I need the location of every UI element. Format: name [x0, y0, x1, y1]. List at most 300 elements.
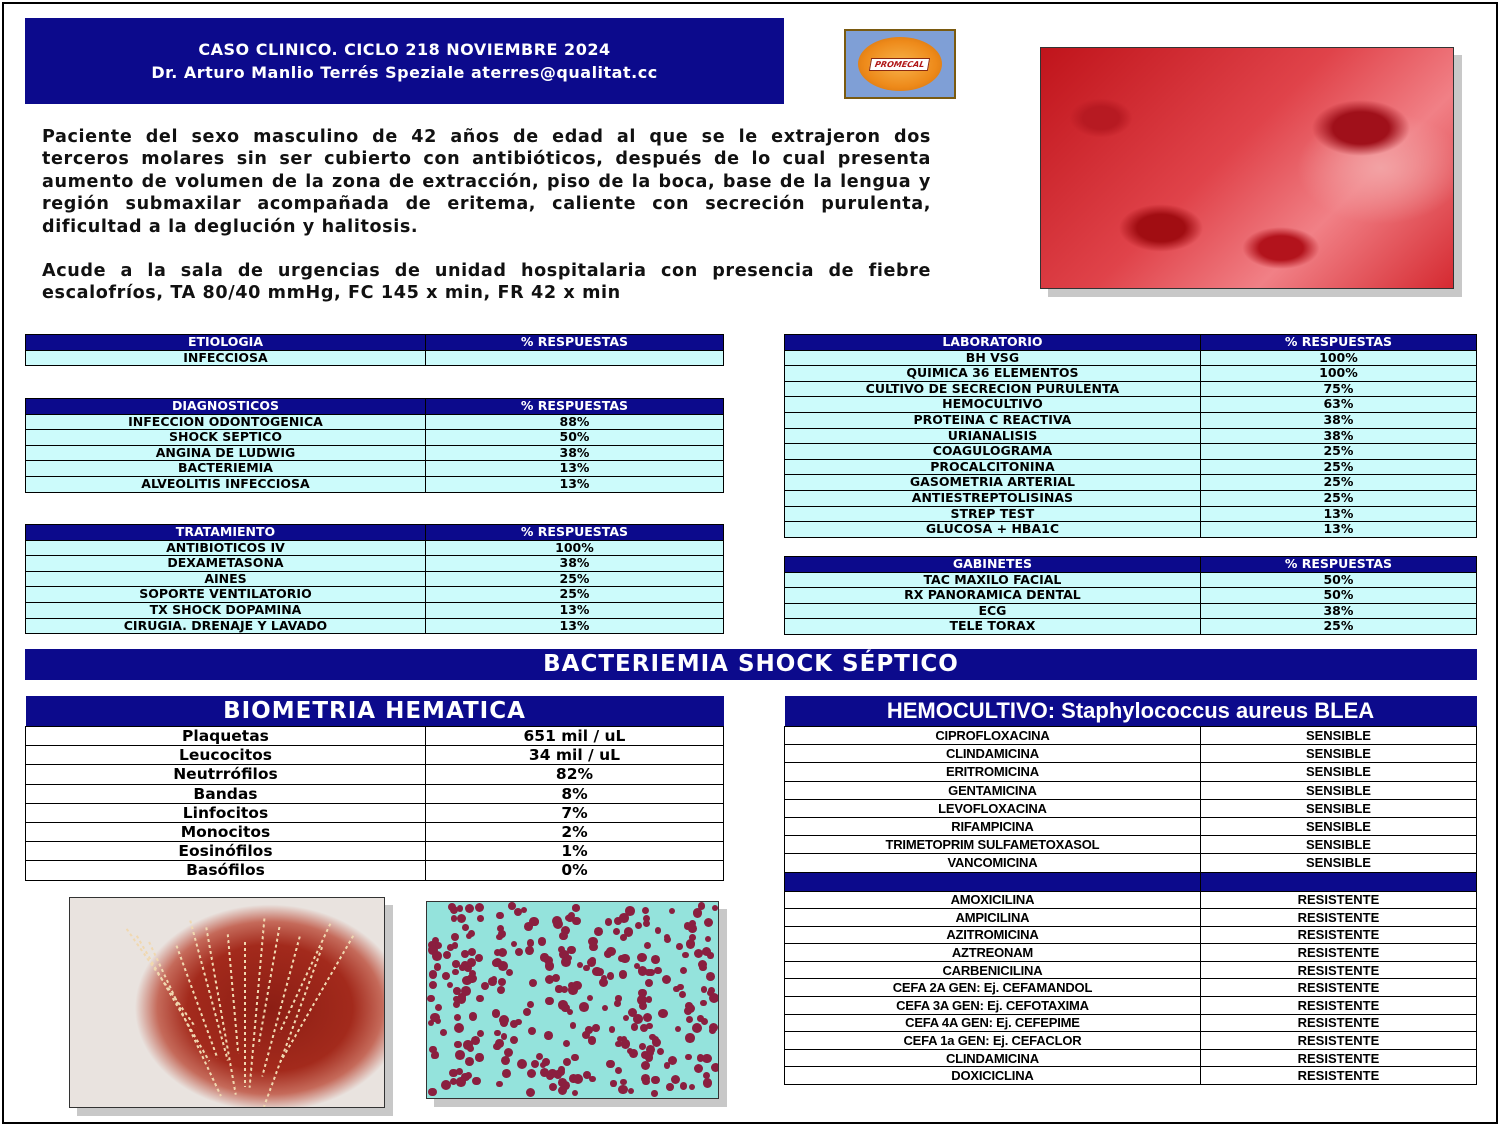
coccus-cell: [527, 1001, 534, 1008]
susceptibility-result: RESISTENTE: [1200, 909, 1476, 927]
antibiotic-name: CEFA 1a GEN: Ej. CEFACLOR: [785, 1032, 1201, 1050]
gabinetes-item: RX PANORAMICA DENTAL: [785, 588, 1201, 604]
gabinetes-percent: 50%: [1200, 588, 1476, 604]
coccus-cell: [527, 939, 534, 946]
coccus-cell: [442, 972, 450, 980]
coccus-cell: [544, 1031, 553, 1040]
coccus-cell: [613, 928, 620, 935]
diagnosis-banner: BACTERIEMIA SHOCK SÉPTICO: [25, 649, 1477, 680]
coccus-cell: [435, 942, 442, 949]
laboratorio-header: LABORATORIO: [785, 335, 1201, 351]
coccus-cell: [664, 936, 671, 943]
etiologia-table: [25, 334, 724, 366]
coccus-cell: [680, 1082, 688, 1090]
diagnosticos-item: SHOCK SEPTICO: [26, 430, 426, 446]
coccus-cell: [563, 1058, 571, 1066]
susceptibility-result: SENSIBLE: [1200, 799, 1476, 817]
antibiogram-row: [785, 781, 1477, 799]
coccus-cell: [572, 1090, 578, 1096]
antibiogram-row: [785, 961, 1477, 979]
biometria-value: 1%: [425, 842, 723, 861]
diagnosticos-item: BACTERIEMIA: [26, 461, 426, 477]
coccus-cell: [475, 954, 483, 962]
coccus-cell: [669, 908, 675, 914]
tratamiento-percent: 25%: [425, 571, 723, 587]
coccus-cell: [477, 915, 484, 922]
antibiogram-row: [785, 891, 1477, 909]
etiologia-header: % RESPUESTAS: [425, 335, 723, 351]
coccus-cell: [657, 1048, 664, 1055]
coccus-cell: [529, 979, 538, 988]
diagnosticos-row: [26, 414, 724, 430]
coccus-cell: [700, 1000, 706, 1006]
coccus-cell: [498, 961, 508, 971]
antibiotic-name: CIPROFLOXACINA: [785, 727, 1201, 745]
coccus-cell: [510, 1020, 518, 1028]
susceptibility-result: RESISTENTE: [1200, 891, 1476, 909]
coccus-cell: [619, 970, 628, 979]
hemocultivo-title: HEMOCULTIVO: Staphylococcus aureus BLEA: [785, 696, 1477, 727]
colony-streak: [249, 918, 266, 1088]
laboratorio-row: [785, 412, 1477, 428]
susceptibility-result: SENSIBLE: [1200, 763, 1476, 781]
coccus-cell: [540, 953, 548, 961]
coccus-cell: [709, 1027, 716, 1034]
coccus-cell: [502, 1069, 511, 1078]
biometria-value: 8%: [425, 784, 723, 803]
antibiotic-name: CEFA 2A GEN: Ej. CEFAMANDOL: [785, 979, 1201, 997]
laboratorio-item: QUIMICA 36 ELEMENTOS: [785, 366, 1201, 382]
coccus-cell: [538, 937, 547, 946]
gabinetes-percent: 25%: [1200, 619, 1476, 635]
coccus-cell: [510, 1036, 518, 1044]
susceptibility-result: SENSIBLE: [1200, 836, 1476, 854]
promecal-logo: [844, 29, 956, 99]
coccus-cell: [618, 1085, 627, 1094]
coccus-cell: [570, 1022, 577, 1029]
antibiogram-row: [785, 926, 1477, 944]
coccus-cell: [680, 967, 687, 974]
coccus-cell: [583, 1071, 591, 1079]
biometria-parameter: Neutrrófilos: [26, 765, 426, 784]
coccus-cell: [677, 984, 683, 990]
coccus-cell: [615, 1067, 622, 1074]
coccus-cell: [685, 1033, 694, 1042]
coccus-cell: [637, 953, 647, 963]
coccus-cell: [686, 1004, 695, 1013]
coccus-cell: [497, 986, 505, 994]
biometria-row: [26, 861, 724, 880]
coccus-cell: [610, 1080, 616, 1086]
coccus-cell: [558, 1078, 567, 1087]
antibiogram-row: [785, 1032, 1477, 1050]
laboratorio-percent: 25%: [1200, 459, 1476, 475]
diagnosticos-percent: 13%: [425, 476, 723, 492]
coccus-cell: [643, 920, 650, 927]
coccus-cell: [429, 981, 437, 989]
etiologia-item: INFECCIOSA: [26, 350, 426, 366]
tratamiento-header: % RESPUESTAS: [425, 525, 723, 541]
antibiotic-name: RIFAMPICINA: [785, 817, 1201, 835]
coccus-cell: [679, 991, 686, 998]
tratamiento-item: TX SHOCK DOPAMINA: [26, 602, 426, 618]
coccus-cell: [625, 906, 635, 916]
laboratorio-percent: 75%: [1200, 381, 1476, 397]
coccus-cell: [668, 1056, 677, 1065]
coccus-cell: [624, 927, 633, 936]
antibiogram-separator: [785, 872, 1477, 891]
coccus-cell: [494, 1030, 501, 1037]
tratamiento-row: [26, 587, 724, 603]
biometria-row: [26, 727, 724, 746]
laboratorio-item: GASOMETRIA ARTERIAL: [785, 475, 1201, 491]
tratamiento-row: [26, 556, 724, 572]
coccus-cell: [645, 969, 652, 976]
laboratorio-percent: 13%: [1200, 506, 1476, 522]
laboratorio-row: [785, 490, 1477, 506]
coccus-cell: [704, 918, 713, 927]
coccus-cell: [531, 1060, 539, 1068]
case-description: Paciente del sexo masculino de 42 años de edad al que se le extrajeron dos terceros molares sin ser cubierto con antibióticos, después de lo cual presenta aumento de volumen de la zona de extracción, piso de la boca, base de la lengua y región submaxilar acompañada de eritema, caliente con secreción purulenta, dificultad a la deglución y halitosis.: [42, 127, 931, 237]
tratamiento-row: [26, 540, 724, 556]
laboratorio-row: [785, 350, 1477, 366]
tratamiento-item: CIRUGIA. DRENAJE Y LAVADO: [26, 618, 426, 634]
coccus-cell: [592, 1024, 600, 1032]
coccus-cell: [496, 912, 503, 919]
coccus-cell: [527, 1069, 536, 1078]
coccus-cell: [694, 949, 703, 958]
coccus-cell: [531, 918, 539, 926]
coccus-cell: [628, 1088, 634, 1094]
antibiotic-name: CLINDAMICINA: [785, 1049, 1201, 1067]
coccus-cell: [572, 904, 579, 911]
gram-stain-image: [426, 901, 719, 1099]
coccus-cell: [472, 1077, 480, 1085]
coccus-cell: [614, 1000, 621, 1007]
tratamiento-row: [26, 618, 724, 634]
coccus-cell: [697, 1015, 704, 1022]
antibiogram-row: [785, 854, 1477, 872]
gabinetes-row: [785, 619, 1477, 635]
coccus-cell: [573, 1074, 583, 1084]
coccus-cell: [623, 1015, 629, 1021]
coccus-cell: [587, 995, 594, 1002]
antibiotic-name: CEFA 4A GEN: Ej. CEFEPIME: [785, 1014, 1201, 1032]
antibiotic-name: LEVOFLOXACINA: [785, 799, 1201, 817]
colony-streak: [148, 942, 222, 1097]
coccus-cell: [508, 902, 516, 910]
tratamiento-item: AINES: [26, 571, 426, 587]
colony-streak: [227, 934, 239, 1054]
laboratorio-item: PROTEINA C REACTIVA: [785, 412, 1201, 428]
case-presentation: Acude a la sala de urgencias de unidad hospitalaria con presencia de fiebre escalofríos, TA 80/40 mmHg, FC 145 x min, FR 42 x min: [42, 261, 931, 304]
antibiogram-row: [785, 1049, 1477, 1067]
laboratorio-item: HEMOCULTIVO: [785, 397, 1201, 413]
coccus-cell: [605, 918, 613, 926]
case-header: [25, 18, 784, 104]
coccus-cell: [620, 954, 629, 963]
coccus-cell: [602, 1005, 608, 1011]
coccus-cell: [468, 930, 475, 937]
coccus-cell: [645, 979, 653, 987]
laboratorio-row: [785, 522, 1477, 538]
gabinetes-row: [785, 588, 1477, 604]
coccus-cell: [443, 951, 451, 959]
laboratorio-percent: 38%: [1200, 428, 1476, 444]
coccus-cell: [558, 946, 565, 953]
coccus-cell: [629, 1049, 638, 1058]
coccus-cell: [452, 969, 458, 975]
coccus-cell: [588, 937, 597, 946]
tratamiento-percent: 38%: [425, 556, 723, 572]
coccus-cell: [692, 1023, 702, 1033]
laboratorio-row: [785, 459, 1477, 475]
coccus-cell: [499, 1015, 509, 1025]
coccus-cell: [432, 951, 441, 960]
laboratorio-percent: 100%: [1200, 350, 1476, 366]
coccus-cell: [635, 922, 643, 930]
biometria-parameter: Bandas: [26, 784, 426, 803]
coccus-cell: [641, 1061, 650, 1070]
etiologia-row: [26, 350, 724, 366]
coccus-cell: [686, 939, 696, 949]
coccus-cell: [572, 981, 581, 990]
antibiotic-name: AZITROMICINA: [785, 926, 1201, 944]
coccus-cell: [706, 972, 715, 981]
susceptibility-result: RESISTENTE: [1200, 1049, 1476, 1067]
gabinetes-percent: 38%: [1200, 603, 1476, 619]
laboratorio-percent: 25%: [1200, 444, 1476, 460]
biometria-title: BIOMETRIA HEMATICA: [26, 696, 724, 727]
coccus-cell: [637, 995, 647, 1005]
susceptibility-result: RESISTENTE: [1200, 997, 1476, 1015]
antibiogram-row: [785, 1014, 1477, 1032]
diagnosticos-percent: 13%: [425, 461, 723, 477]
coccus-cell: [517, 1059, 527, 1069]
coccus-cell: [501, 1033, 507, 1039]
biometria-row: [26, 842, 724, 861]
coccus-cell: [594, 927, 603, 936]
coccus-cell: [671, 1075, 680, 1084]
coccus-cell: [644, 942, 651, 949]
author-line: Dr. Arturo Manlio Terrés Speziale aterres@qualitat.cc: [151, 63, 658, 82]
diagnosticos-header: % RESPUESTAS: [425, 399, 723, 415]
coccus-cell: [501, 1056, 510, 1065]
coccus-cell: [607, 972, 614, 979]
coccus-cell: [465, 904, 474, 913]
antibiotic-name: DOXICICLINA: [785, 1067, 1201, 1085]
coccus-cell: [451, 933, 459, 941]
gabinetes-percent: 50%: [1200, 572, 1476, 588]
tratamiento-item: DEXAMETASONA: [26, 556, 426, 572]
coccus-cell: [435, 1004, 442, 1011]
coccus-cell: [563, 1040, 570, 1047]
laboratorio-percent: 25%: [1200, 490, 1476, 506]
coccus-cell: [571, 1054, 579, 1062]
laboratorio-row: [785, 428, 1477, 444]
coccus-cell: [579, 1002, 589, 1012]
susceptibility-result: SENSIBLE: [1200, 854, 1476, 872]
coccus-cell: [651, 955, 660, 964]
coccus-cell: [703, 1072, 710, 1079]
coccus-cell: [639, 1043, 646, 1050]
tratamiento-percent: 100%: [425, 540, 723, 556]
antibiogram-row: [785, 979, 1477, 997]
coccus-cell: [429, 970, 437, 978]
coccus-cell: [496, 1081, 503, 1088]
gabinetes-item: TAC MAXILO FACIAL: [785, 572, 1201, 588]
tratamiento-row: [26, 602, 724, 618]
biometria-row: [26, 784, 724, 803]
coccus-cell: [620, 1079, 627, 1086]
coccus-cell: [431, 1052, 437, 1058]
laboratorio-item: STREP TEST: [785, 506, 1201, 522]
coccus-cell: [712, 905, 718, 911]
gabinetes-header: % RESPUESTAS: [1200, 557, 1476, 573]
coccus-cell: [558, 1066, 564, 1072]
tratamiento-item: SOPORTE VENTILATORIO: [26, 587, 426, 603]
biometria-parameter: Linfocitos: [26, 803, 426, 822]
biometria-value: 82%: [425, 765, 723, 784]
coccus-cell: [642, 907, 649, 914]
antibiogram-row: [785, 944, 1477, 962]
diagnosticos-row: [26, 476, 724, 492]
laboratorio-row: [785, 366, 1477, 382]
biometria-parameter: Eosinófilos: [26, 842, 426, 861]
coccus-cell: [658, 1009, 668, 1019]
coccus-cell: [561, 986, 569, 994]
coccus-cell: [606, 1060, 614, 1068]
tratamiento-table: [25, 524, 724, 634]
susceptibility-result: RESISTENTE: [1200, 961, 1476, 979]
coccus-cell: [631, 1023, 638, 1030]
coccus-cell: [498, 978, 506, 986]
laboratorio-item: GLUCOSA + HBA1C: [785, 522, 1201, 538]
case-title: CASO CLINICO. CICLO 218 NOVIEMBRE 2024: [198, 40, 611, 59]
coccus-cell: [495, 1039, 504, 1048]
coccus-cell: [467, 958, 476, 967]
antibiotic-name: VANCOMICINA: [785, 854, 1201, 872]
coccus-cell: [566, 955, 572, 961]
coccus-cell: [572, 917, 580, 925]
antibiogram-row: [785, 1067, 1477, 1085]
coccus-cell: [447, 982, 453, 988]
laboratorio-item: CULTIVO DE SECRECION PURULENTA: [785, 381, 1201, 397]
antibiotic-name: AMPICILINA: [785, 909, 1201, 927]
antibiotic-name: ERITROMICINA: [785, 763, 1201, 781]
gabinetes-row: [785, 603, 1477, 619]
susceptibility-result: RESISTENTE: [1200, 926, 1476, 944]
antibiogram-row: [785, 836, 1477, 854]
coccus-cell: [560, 932, 568, 940]
antibiotic-name: AZTREONAM: [785, 944, 1201, 962]
laboratorio-percent: 63%: [1200, 397, 1476, 413]
laboratorio-item: PROCALCITONINA: [785, 459, 1201, 475]
biometria-table: [25, 696, 724, 881]
susceptibility-result: SENSIBLE: [1200, 745, 1476, 763]
susceptibility-result: RESISTENTE: [1200, 1014, 1476, 1032]
coccus-cell: [634, 963, 640, 969]
coccus-cell: [491, 976, 497, 982]
coccus-cell: [654, 967, 662, 975]
laboratorio-item: ANTIESTREPTOLISINAS: [785, 490, 1201, 506]
coccus-cell: [427, 995, 435, 1003]
gabinetes-item: TELE TORAX: [785, 619, 1201, 635]
coccus-cell: [711, 1063, 719, 1072]
coccus-cell: [465, 1072, 472, 1079]
coccus-cell: [688, 924, 697, 933]
blood-vessel-image: [1040, 47, 1454, 289]
coccus-cell: [685, 1054, 691, 1060]
coccus-cell: [457, 914, 466, 923]
antibiogram-row: [785, 799, 1477, 817]
diagnosticos-item: ANGINA DE LUDWIG: [26, 445, 426, 461]
coccus-cell: [525, 946, 534, 955]
coccus-cell: [666, 1083, 674, 1091]
coccus-cell: [643, 1013, 652, 1022]
coccus-cell: [456, 1077, 465, 1086]
coccus-cell: [447, 944, 454, 951]
biometria-value: 2%: [425, 823, 723, 842]
antibiogram-row: [785, 745, 1477, 763]
antibiogram-row: [785, 909, 1477, 927]
coccus-cell: [651, 1090, 657, 1096]
coccus-cell: [428, 1088, 436, 1096]
coccus-cell: [549, 1083, 557, 1091]
laboratorio-item: COAGULOGRAMA: [785, 444, 1201, 460]
susceptibility-result: RESISTENTE: [1200, 979, 1476, 997]
laboratorio-table: [784, 334, 1477, 538]
antibiogram-row: [785, 817, 1477, 835]
coccus-cell: [457, 994, 467, 1004]
coccus-cell: [705, 936, 711, 942]
biometria-row: [26, 823, 724, 842]
coccus-cell: [545, 961, 554, 970]
laboratorio-row: [785, 506, 1477, 522]
coccus-cell: [682, 952, 688, 958]
coccus-cell: [703, 1078, 712, 1087]
biometria-parameter: Basófilos: [26, 861, 426, 880]
coccus-cell: [675, 1026, 681, 1032]
biometria-row: [26, 803, 724, 822]
antibiotic-name: CEFA 3A GEN: Ej. CEFOTAXIMA: [785, 997, 1201, 1015]
diagnosticos-row: [26, 430, 724, 446]
tratamiento-percent: 25%: [425, 587, 723, 603]
antibiogram-row: [785, 763, 1477, 781]
coccus-cell: [454, 1014, 461, 1021]
coccus-cell: [545, 975, 554, 984]
biometria-parameter: Leucocitos: [26, 746, 426, 765]
coccus-cell: [506, 969, 513, 976]
coccus-cell: [542, 1058, 550, 1066]
coccus-cell: [515, 948, 523, 956]
coccus-cell: [686, 1016, 694, 1024]
antibiotic-name: CLINDAMICINA: [785, 745, 1201, 763]
coccus-cell: [469, 1012, 477, 1020]
coccus-cell: [606, 947, 615, 956]
tratamiento-row: [26, 571, 724, 587]
diagnosticos-percent: 88%: [425, 414, 723, 430]
coccus-cell: [430, 1013, 439, 1022]
coccus-cell: [455, 1050, 465, 1060]
laboratorio-row: [785, 475, 1477, 491]
gabinetes-row: [785, 572, 1477, 588]
coccus-cell: [456, 1068, 463, 1075]
coccus-cell: [689, 1084, 695, 1090]
coccus-cell: [545, 997, 554, 1006]
coccus-cell: [592, 967, 601, 976]
biometria-parameter: Plaquetas: [26, 727, 426, 746]
